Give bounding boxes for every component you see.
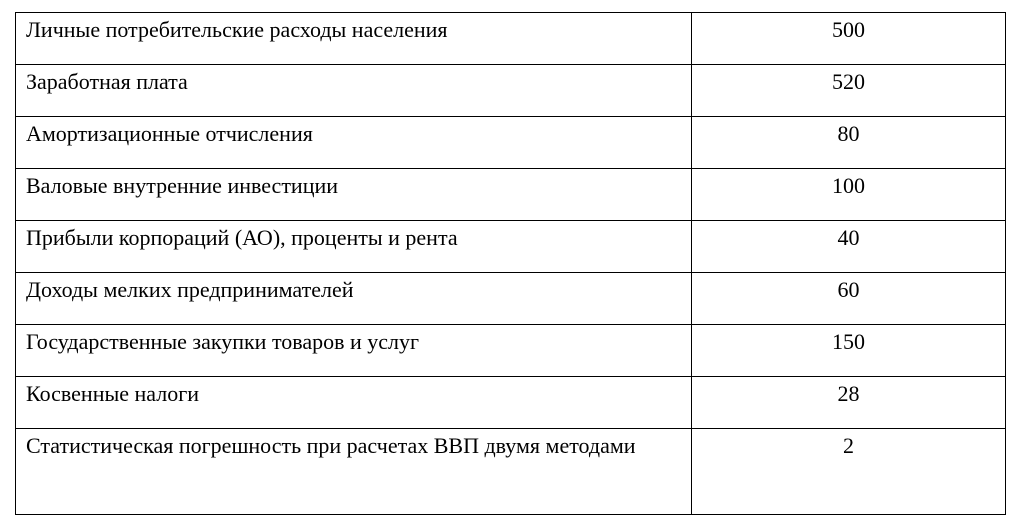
table-row [16, 325, 1006, 377]
row-label: Доходы мелких предпринимателей [16, 273, 692, 325]
table-row [16, 377, 1006, 429]
row-label: Заработная плата [16, 65, 692, 117]
row-value: 80 [692, 117, 1006, 169]
row-label: Амортизационные отчисления [16, 117, 692, 169]
data-table [15, 12, 1006, 515]
table-row [16, 273, 1006, 325]
row-value: 60 [692, 273, 1006, 325]
row-value: 2 [692, 429, 1006, 515]
row-value: 28 [692, 377, 1006, 429]
row-label: Государственные закупки товаров и услуг [16, 325, 692, 377]
row-label: Прибыли корпораций (АО), проценты и рента [16, 221, 692, 273]
table-row [16, 169, 1006, 221]
table-row [16, 65, 1006, 117]
row-value: 100 [692, 169, 1006, 221]
row-value: 520 [692, 65, 1006, 117]
table-row [16, 221, 1006, 273]
row-label: Статистическая погрешность при расчетах ВВП двумя методами [16, 429, 692, 515]
row-label: Косвенные налоги [16, 377, 692, 429]
row-value: 40 [692, 221, 1006, 273]
row-value: 150 [692, 325, 1006, 377]
row-value: 500 [692, 13, 1006, 65]
table-row [16, 117, 1006, 169]
table-row [16, 13, 1006, 65]
table-row [16, 429, 1006, 515]
row-label: Валовые внутренние инвестиции [16, 169, 692, 221]
row-label: Личные потребительские расходы населения [16, 13, 692, 65]
